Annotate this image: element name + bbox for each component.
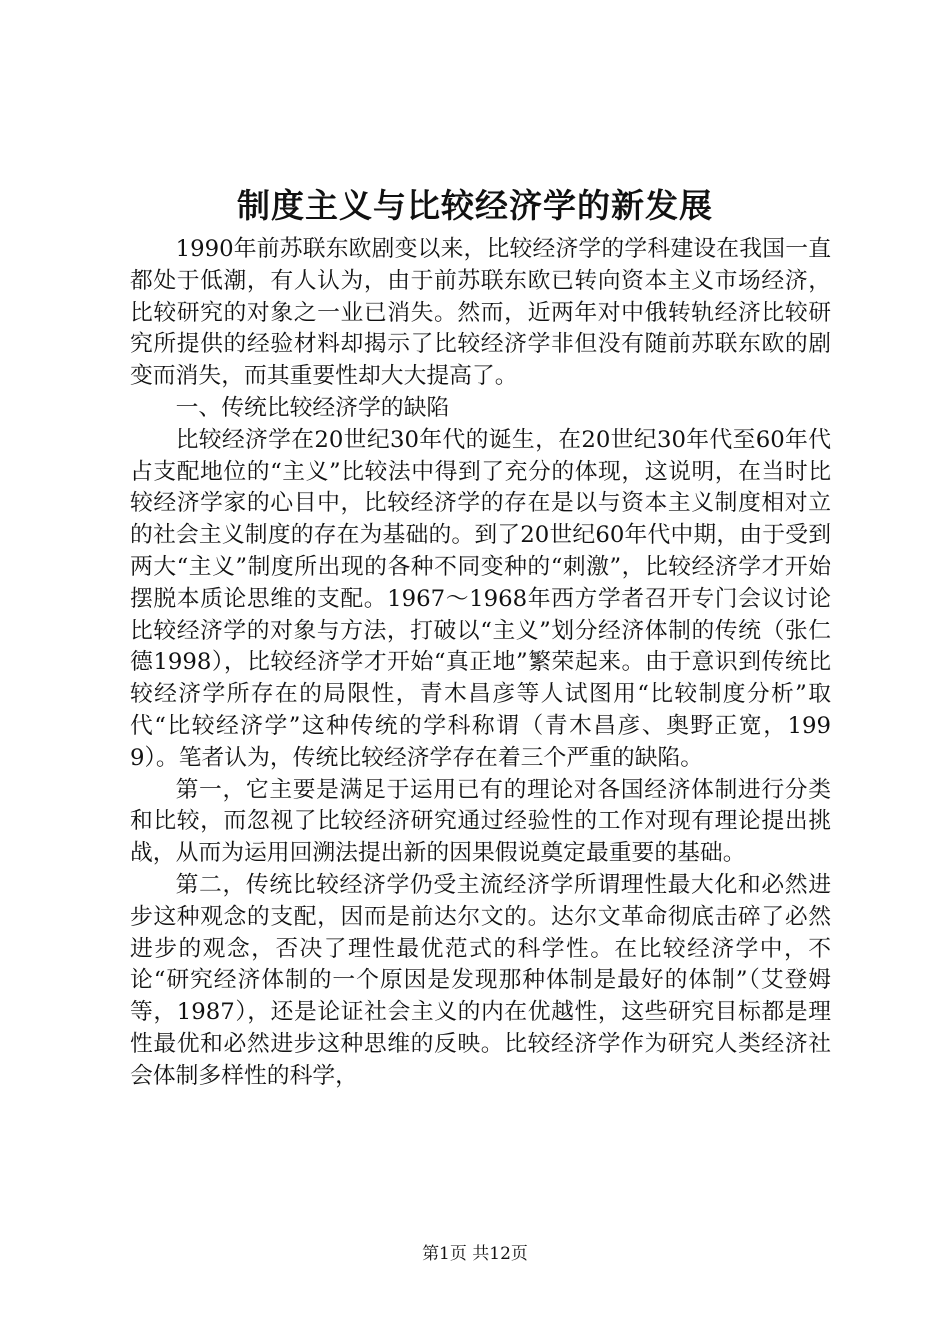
document-title: 制度主义与比较经济学的新发展: [237, 186, 713, 225]
section-heading: 一、传统比较经济学的缺陷: [175, 394, 450, 421]
paragraph-second-defect: 第二，传统比较经济学仍受主流经济学所谓理性最大化和必然进步这种观念的支配，因而是前达尔文的。达尔文革命彻底击碎了必然进步的观念，否决了理性最优范式的科学性。在比较经济学中，不论“研究经济体制的一个原因是发现那种体制是最好的体制”（艾登姆等，1987），还是论证社会主义的内在优越性，这些研究目标都是理性最优和必然进步这种思维的反映。比较经济学作为研究人类经济社会体制多样性的科学，: [130, 871, 831, 1089]
paragraph-first-defect: 第一，它主要是满足于运用已有的理论对各国经济体制进行分类和比较，而忽视了比较经济研究通过经验性的工作对现有理论提出挑战，从而为运用回溯法提出新的因果假说奠定最重要的基础。: [130, 776, 831, 867]
paragraph-history: 比较经济学在20世纪30年代的诞生，在20世纪30年代至60年代占支配地位的“主义”比较法中得到了充分的体现，这说明，在当时比较经济学家的心目中，比较经济学的存在是以与资本主义制度相对立的社会主义制度的存在为基础的。到了20世纪60年代中期，由于受到两大“主义”制度所出现的各种不同变种的“刺激”，比较经济学才开始摆脱本质论思维的支配。1967～1968年西方学者召开专门会议讨论比较经济学的对象与方法，打破以“主义”划分经济体制的传统（张仁德1998），比较经济学才开始“真正地”繁荣起来。由于意识到传统比较经济学所存在的局限性，青木昌彦等人试图用“比较制度分析”取代“比较经济学”这种传统的学科称谓（青木昌彦、奥野正宽，1999）。笔者认为，传统比较经济学存在着三个严重的缺陷。: [130, 426, 831, 771]
document-body: [130, 234, 831, 1093]
paragraph-intro: 1990年前苏联东欧剧变以来，比较经济学的学科建设在我国一直都处于低潮，有人认为，由于前苏联东欧已转向资本主义市场经济，比较研究的对象之一业已消失。然而，近两年对中俄转轨经济比较研究所提供的经验材料却揭示了比较经济学非但没有随前苏联东欧的剧变而消失，而其重要性却大大提高了。: [130, 236, 831, 390]
page-footer: 第1页 共12页: [422, 1244, 528, 1264]
